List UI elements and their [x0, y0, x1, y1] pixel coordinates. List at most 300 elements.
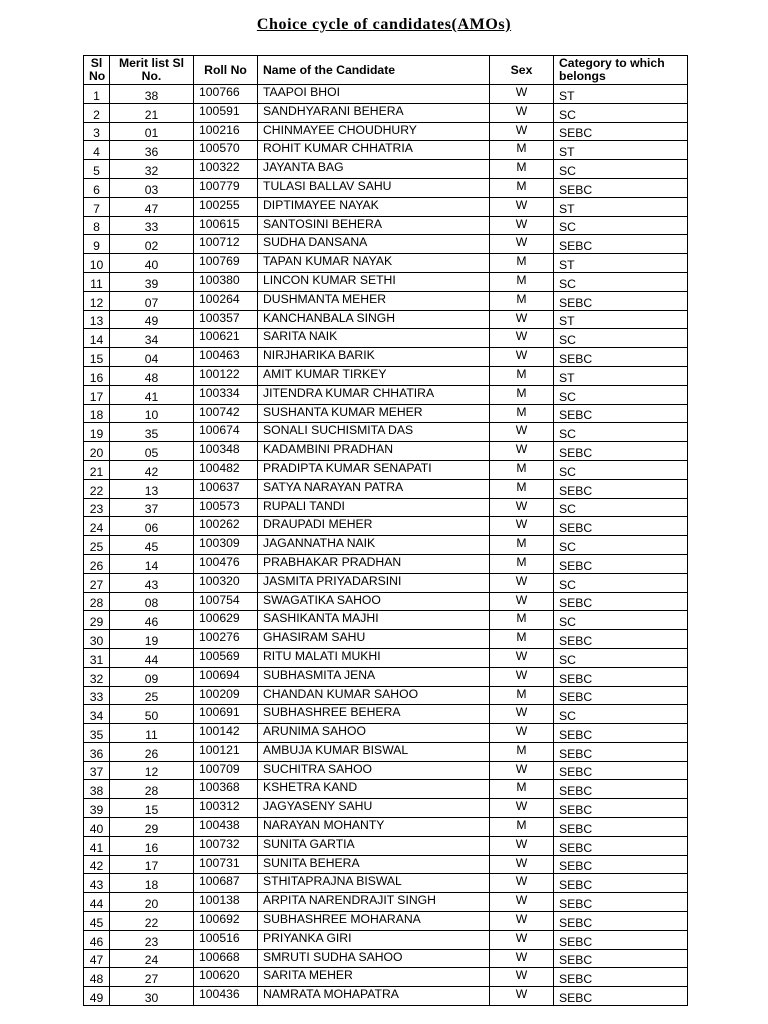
cell-roll-no: 100621 — [194, 329, 258, 348]
cell-roll-no: 100380 — [194, 272, 258, 291]
cell-candidate-name: DRAUPADI MEHER — [258, 517, 490, 536]
cell-roll-no: 100122 — [194, 366, 258, 385]
cell-sex: M — [490, 742, 554, 761]
cell-sl-no: 37 — [84, 761, 110, 780]
cell-category: SEBC — [554, 517, 688, 536]
table-row — [84, 122, 688, 141]
table-row — [84, 141, 688, 160]
cell-sex: W — [490, 987, 554, 1006]
cell-sl-no: 5 — [84, 160, 110, 179]
cell-sex: W — [490, 893, 554, 912]
cell-category: SEBC — [554, 178, 688, 197]
cell-merit-list-sl-no: 22 — [110, 912, 194, 931]
cell-sex: W — [490, 197, 554, 216]
cell-merit-list-sl-no: 17 — [110, 855, 194, 874]
cell-candidate-name: JAGANNATHA NAIK — [258, 536, 490, 555]
cell-sex: W — [490, 348, 554, 367]
cell-candidate-name: PRABHAKAR PRADHAN — [258, 554, 490, 573]
cell-candidate-name: DUSHMANTA MEHER — [258, 291, 490, 310]
cell-candidate-name: DIPTIMAYEE NAYAK — [258, 197, 490, 216]
cell-sex: W — [490, 724, 554, 743]
cell-category: SEBC — [554, 912, 688, 931]
cell-category: SEBC — [554, 799, 688, 818]
table-row — [84, 893, 688, 912]
cell-merit-list-sl-no: 04 — [110, 348, 194, 367]
cell-roll-no: 100569 — [194, 648, 258, 667]
cell-candidate-name: PRADIPTA KUMAR SENAPATI — [258, 460, 490, 479]
cell-candidate-name: SWAGATIKA SAHOO — [258, 592, 490, 611]
cell-sex: M — [490, 554, 554, 573]
cell-sl-no: 38 — [84, 780, 110, 799]
header-sex: Sex — [490, 56, 554, 85]
table-row — [84, 930, 688, 949]
cell-sex: M — [490, 291, 554, 310]
cell-merit-list-sl-no: 09 — [110, 667, 194, 686]
cell-sex: M — [490, 630, 554, 649]
cell-merit-list-sl-no: 02 — [110, 235, 194, 254]
cell-sl-no: 31 — [84, 648, 110, 667]
cell-candidate-name: CHANDAN KUMAR SAHOO — [258, 686, 490, 705]
cell-sex: W — [490, 705, 554, 724]
cell-merit-list-sl-no: 40 — [110, 254, 194, 273]
cell-category: SEBC — [554, 836, 688, 855]
cell-roll-no: 100712 — [194, 235, 258, 254]
cell-candidate-name: SARITA MEHER — [258, 968, 490, 987]
cell-sl-no: 16 — [84, 366, 110, 385]
cell-sl-no: 9 — [84, 235, 110, 254]
cell-sex: W — [490, 573, 554, 592]
table-body — [84, 85, 688, 1006]
cell-merit-list-sl-no: 42 — [110, 460, 194, 479]
table-row — [84, 611, 688, 630]
cell-category: SEBC — [554, 724, 688, 743]
table-row — [84, 836, 688, 855]
cell-candidate-name: AMIT KUMAR TIRKEY — [258, 366, 490, 385]
cell-candidate-name: KANCHANBALA SINGH — [258, 310, 490, 329]
table-row — [84, 799, 688, 818]
cell-candidate-name: KADAMBINI PRADHAN — [258, 442, 490, 461]
cell-sex: W — [490, 517, 554, 536]
cell-category: SEBC — [554, 761, 688, 780]
cell-roll-no: 100732 — [194, 836, 258, 855]
cell-roll-no: 100482 — [194, 460, 258, 479]
cell-sl-no: 24 — [84, 517, 110, 536]
cell-candidate-name: SUBHASMITA JENA — [258, 667, 490, 686]
cell-candidate-name: TAAPOI BHOI — [258, 85, 490, 104]
cell-sl-no: 4 — [84, 141, 110, 160]
cell-category: SC — [554, 160, 688, 179]
table-row — [84, 780, 688, 799]
table-row — [84, 254, 688, 273]
table-row — [84, 705, 688, 724]
cell-candidate-name: GHASIRAM SAHU — [258, 630, 490, 649]
cell-merit-list-sl-no: 35 — [110, 423, 194, 442]
cell-candidate-name: SUCHITRA SAHOO — [258, 761, 490, 780]
table-row — [84, 479, 688, 498]
cell-roll-no: 100322 — [194, 160, 258, 179]
cell-candidate-name: SUBHASHREE MOHARANA — [258, 912, 490, 931]
cell-category: ST — [554, 141, 688, 160]
cell-candidate-name: JAYANTA BAG — [258, 160, 490, 179]
cell-sex: W — [490, 874, 554, 893]
cell-candidate-name: NIRJHARIKA BARIK — [258, 348, 490, 367]
cell-merit-list-sl-no: 23 — [110, 930, 194, 949]
cell-category: SEBC — [554, 291, 688, 310]
candidate-table — [83, 55, 688, 1006]
header-candidate-name: Name of the Candidate — [258, 56, 490, 85]
cell-sex: M — [490, 272, 554, 291]
cell-merit-list-sl-no: 10 — [110, 404, 194, 423]
cell-sl-no: 2 — [84, 103, 110, 122]
cell-candidate-name: ARUNIMA SAHOO — [258, 724, 490, 743]
cell-category: SEBC — [554, 742, 688, 761]
cell-sex: W — [490, 855, 554, 874]
cell-roll-no: 100691 — [194, 705, 258, 724]
table-row — [84, 235, 688, 254]
cell-merit-list-sl-no: 05 — [110, 442, 194, 461]
cell-sex: W — [490, 968, 554, 987]
cell-sl-no: 43 — [84, 874, 110, 893]
cell-sl-no: 42 — [84, 855, 110, 874]
cell-roll-no: 100216 — [194, 122, 258, 141]
table-row — [84, 197, 688, 216]
cell-sl-no: 33 — [84, 686, 110, 705]
table-row — [84, 667, 688, 686]
cell-sex: M — [490, 366, 554, 385]
cell-sex: M — [490, 141, 554, 160]
document-title-text: Choice cycle of candidates(AMOs) — [256, 16, 512, 33]
cell-category: SC — [554, 216, 688, 235]
cell-roll-no: 100687 — [194, 874, 258, 893]
cell-roll-no: 100742 — [194, 404, 258, 423]
cell-category: SEBC — [554, 592, 688, 611]
cell-category: ST — [554, 366, 688, 385]
cell-sl-no: 14 — [84, 329, 110, 348]
cell-category: SEBC — [554, 404, 688, 423]
cell-merit-list-sl-no: 24 — [110, 949, 194, 968]
cell-sl-no: 25 — [84, 536, 110, 555]
cell-roll-no: 100121 — [194, 742, 258, 761]
cell-sl-no: 7 — [84, 197, 110, 216]
cell-merit-list-sl-no: 39 — [110, 272, 194, 291]
cell-roll-no: 100615 — [194, 216, 258, 235]
cell-sex: W — [490, 122, 554, 141]
table-row — [84, 423, 688, 442]
cell-roll-no: 100138 — [194, 893, 258, 912]
cell-merit-list-sl-no: 13 — [110, 479, 194, 498]
cell-sl-no: 27 — [84, 573, 110, 592]
table-row — [84, 987, 688, 1006]
table-row — [84, 592, 688, 611]
cell-category: SEBC — [554, 930, 688, 949]
table-row — [84, 874, 688, 893]
table-row — [84, 160, 688, 179]
cell-sl-no: 20 — [84, 442, 110, 461]
cell-roll-no: 100769 — [194, 254, 258, 273]
cell-merit-list-sl-no: 36 — [110, 141, 194, 160]
cell-category: ST — [554, 197, 688, 216]
header-category: Category to which belongs — [554, 56, 688, 85]
cell-sex: M — [490, 404, 554, 423]
cell-roll-no: 100436 — [194, 987, 258, 1006]
table-row — [84, 761, 688, 780]
cell-sex: W — [490, 761, 554, 780]
cell-category: SEBC — [554, 855, 688, 874]
cell-roll-no: 100674 — [194, 423, 258, 442]
cell-candidate-name: JASMITA PRIYADARSINI — [258, 573, 490, 592]
table-row — [84, 329, 688, 348]
cell-sl-no: 15 — [84, 348, 110, 367]
table-row — [84, 573, 688, 592]
header-row — [84, 56, 688, 85]
cell-sl-no: 23 — [84, 498, 110, 517]
cell-category: SC — [554, 103, 688, 122]
cell-roll-no: 100438 — [194, 818, 258, 837]
cell-sex: W — [490, 329, 554, 348]
cell-merit-list-sl-no: 12 — [110, 761, 194, 780]
cell-candidate-name: STHITAPRAJNA BISWAL — [258, 874, 490, 893]
cell-merit-list-sl-no: 47 — [110, 197, 194, 216]
cell-candidate-name: SONALI SUCHISMITA DAS — [258, 423, 490, 442]
cell-sex: M — [490, 460, 554, 479]
table-row — [84, 517, 688, 536]
cell-merit-list-sl-no: 19 — [110, 630, 194, 649]
table-row — [84, 291, 688, 310]
table-row — [84, 855, 688, 874]
cell-merit-list-sl-no: 34 — [110, 329, 194, 348]
cell-roll-no: 100692 — [194, 912, 258, 931]
cell-sex: M — [490, 254, 554, 273]
cell-category: SEBC — [554, 818, 688, 837]
cell-roll-no: 100668 — [194, 949, 258, 968]
cell-sex: W — [490, 216, 554, 235]
cell-sex: W — [490, 648, 554, 667]
cell-sex: W — [490, 912, 554, 931]
cell-category: SEBC — [554, 442, 688, 461]
cell-roll-no: 100637 — [194, 479, 258, 498]
cell-roll-no: 100262 — [194, 517, 258, 536]
cell-merit-list-sl-no: 38 — [110, 85, 194, 104]
cell-candidate-name: CHINMAYEE CHOUDHURY — [258, 122, 490, 141]
cell-candidate-name: NARAYAN MOHANTY — [258, 818, 490, 837]
table-row — [84, 686, 688, 705]
cell-category: SEBC — [554, 987, 688, 1006]
cell-sex: W — [490, 498, 554, 517]
cell-category: SC — [554, 498, 688, 517]
cell-roll-no: 100709 — [194, 761, 258, 780]
cell-candidate-name: SARITA NAIK — [258, 329, 490, 348]
cell-category: SC — [554, 423, 688, 442]
cell-category: SEBC — [554, 893, 688, 912]
cell-candidate-name: SUNITA BEHERA — [258, 855, 490, 874]
cell-candidate-name: RUPALI TANDI — [258, 498, 490, 517]
cell-merit-list-sl-no: 37 — [110, 498, 194, 517]
table-row — [84, 404, 688, 423]
header-sl-no: Sl No — [84, 56, 110, 85]
cell-merit-list-sl-no: 29 — [110, 818, 194, 837]
cell-sex: W — [490, 442, 554, 461]
cell-merit-list-sl-no: 14 — [110, 554, 194, 573]
cell-sl-no: 46 — [84, 930, 110, 949]
cell-category: SEBC — [554, 348, 688, 367]
cell-candidate-name: SASHIKANTA MAJHI — [258, 611, 490, 630]
table-row — [84, 912, 688, 931]
cell-sl-no: 17 — [84, 385, 110, 404]
header-roll-no: Roll No — [194, 56, 258, 85]
cell-category: SEBC — [554, 949, 688, 968]
cell-category: SEBC — [554, 630, 688, 649]
cell-sex: M — [490, 536, 554, 555]
cell-sl-no: 44 — [84, 893, 110, 912]
table-row — [84, 724, 688, 743]
cell-sex: M — [490, 160, 554, 179]
table-row — [84, 949, 688, 968]
cell-roll-no: 100573 — [194, 498, 258, 517]
table-row — [84, 460, 688, 479]
cell-category: SC — [554, 329, 688, 348]
cell-sl-no: 10 — [84, 254, 110, 273]
cell-candidate-name: TAPAN KUMAR NAYAK — [258, 254, 490, 273]
cell-category: SC — [554, 536, 688, 555]
cell-sl-no: 6 — [84, 178, 110, 197]
cell-roll-no: 100368 — [194, 780, 258, 799]
cell-sl-no: 49 — [84, 987, 110, 1006]
cell-sl-no: 26 — [84, 554, 110, 573]
cell-sl-no: 13 — [84, 310, 110, 329]
cell-merit-list-sl-no: 32 — [110, 160, 194, 179]
cell-sl-no: 48 — [84, 968, 110, 987]
cell-merit-list-sl-no: 20 — [110, 893, 194, 912]
cell-candidate-name: SATYA NARAYAN PATRA — [258, 479, 490, 498]
cell-sex: W — [490, 949, 554, 968]
cell-sl-no: 19 — [84, 423, 110, 442]
cell-candidate-name: NAMRATA MOHAPATRA — [258, 987, 490, 1006]
cell-sl-no: 41 — [84, 836, 110, 855]
cell-category: SC — [554, 573, 688, 592]
cell-category: SEBC — [554, 780, 688, 799]
cell-sl-no: 22 — [84, 479, 110, 498]
cell-category: SEBC — [554, 667, 688, 686]
cell-merit-list-sl-no: 06 — [110, 517, 194, 536]
cell-candidate-name: SUNITA GARTIA — [258, 836, 490, 855]
table-row — [84, 216, 688, 235]
cell-category: SEBC — [554, 122, 688, 141]
cell-roll-no: 100357 — [194, 310, 258, 329]
cell-merit-list-sl-no: 07 — [110, 291, 194, 310]
table-row — [84, 742, 688, 761]
cell-sex: M — [490, 178, 554, 197]
table-row — [84, 648, 688, 667]
cell-sex: W — [490, 930, 554, 949]
cell-candidate-name: SUSHANTA KUMAR MEHER — [258, 404, 490, 423]
document-title — [0, 16, 768, 34]
table-row — [84, 366, 688, 385]
cell-roll-no: 100276 — [194, 630, 258, 649]
cell-candidate-name: ARPITA NARENDRAJIT SINGH — [258, 893, 490, 912]
cell-merit-list-sl-no: 25 — [110, 686, 194, 705]
cell-sl-no: 30 — [84, 630, 110, 649]
cell-roll-no: 100320 — [194, 573, 258, 592]
cell-sl-no: 34 — [84, 705, 110, 724]
cell-roll-no: 100591 — [194, 103, 258, 122]
cell-roll-no: 100312 — [194, 799, 258, 818]
cell-sl-no: 40 — [84, 818, 110, 837]
table-row — [84, 310, 688, 329]
cell-merit-list-sl-no: 11 — [110, 724, 194, 743]
cell-sl-no: 21 — [84, 460, 110, 479]
cell-merit-list-sl-no: 15 — [110, 799, 194, 818]
cell-merit-list-sl-no: 08 — [110, 592, 194, 611]
cell-category: SEBC — [554, 874, 688, 893]
cell-roll-no: 100309 — [194, 536, 258, 555]
cell-sex: M — [490, 385, 554, 404]
cell-candidate-name: SANTOSINI BEHERA — [258, 216, 490, 235]
cell-sl-no: 32 — [84, 667, 110, 686]
cell-roll-no: 100516 — [194, 930, 258, 949]
table-row — [84, 630, 688, 649]
cell-candidate-name: PRIYANKA GIRI — [258, 930, 490, 949]
cell-sl-no: 47 — [84, 949, 110, 968]
cell-sex: W — [490, 103, 554, 122]
cell-candidate-name: TULASI BALLAV SAHU — [258, 178, 490, 197]
cell-sex: M — [490, 780, 554, 799]
cell-merit-list-sl-no: 43 — [110, 573, 194, 592]
cell-category: SC — [554, 648, 688, 667]
cell-sex: W — [490, 85, 554, 104]
cell-sl-no: 28 — [84, 592, 110, 611]
cell-sl-no: 39 — [84, 799, 110, 818]
cell-sex: W — [490, 423, 554, 442]
cell-sex: W — [490, 667, 554, 686]
cell-category: SEBC — [554, 479, 688, 498]
cell-sex: M — [490, 611, 554, 630]
cell-roll-no: 100463 — [194, 348, 258, 367]
cell-candidate-name: SUDHA DANSANA — [258, 235, 490, 254]
cell-merit-list-sl-no: 50 — [110, 705, 194, 724]
table-header — [84, 56, 688, 85]
table-row — [84, 385, 688, 404]
cell-candidate-name: ROHIT KUMAR CHHATRIA — [258, 141, 490, 160]
cell-candidate-name: JAGYASENY SAHU — [258, 799, 490, 818]
cell-merit-list-sl-no: 41 — [110, 385, 194, 404]
cell-category: SC — [554, 460, 688, 479]
cell-sex: W — [490, 310, 554, 329]
cell-sex: W — [490, 235, 554, 254]
table-row — [84, 348, 688, 367]
cell-roll-no: 100754 — [194, 592, 258, 611]
cell-sex: M — [490, 686, 554, 705]
cell-roll-no: 100334 — [194, 385, 258, 404]
cell-sl-no: 18 — [84, 404, 110, 423]
table-row — [84, 498, 688, 517]
cell-category: SC — [554, 705, 688, 724]
cell-sl-no: 12 — [84, 291, 110, 310]
cell-roll-no: 100779 — [194, 178, 258, 197]
cell-candidate-name: SUBHASHREE BEHERA — [258, 705, 490, 724]
cell-roll-no: 100629 — [194, 611, 258, 630]
cell-roll-no: 100209 — [194, 686, 258, 705]
cell-sex: W — [490, 836, 554, 855]
cell-category: SEBC — [554, 686, 688, 705]
cell-merit-list-sl-no: 48 — [110, 366, 194, 385]
cell-merit-list-sl-no: 45 — [110, 536, 194, 555]
table-row — [84, 968, 688, 987]
cell-sl-no: 11 — [84, 272, 110, 291]
cell-merit-list-sl-no: 33 — [110, 216, 194, 235]
cell-sl-no: 3 — [84, 122, 110, 141]
cell-sl-no: 8 — [84, 216, 110, 235]
cell-merit-list-sl-no: 27 — [110, 968, 194, 987]
